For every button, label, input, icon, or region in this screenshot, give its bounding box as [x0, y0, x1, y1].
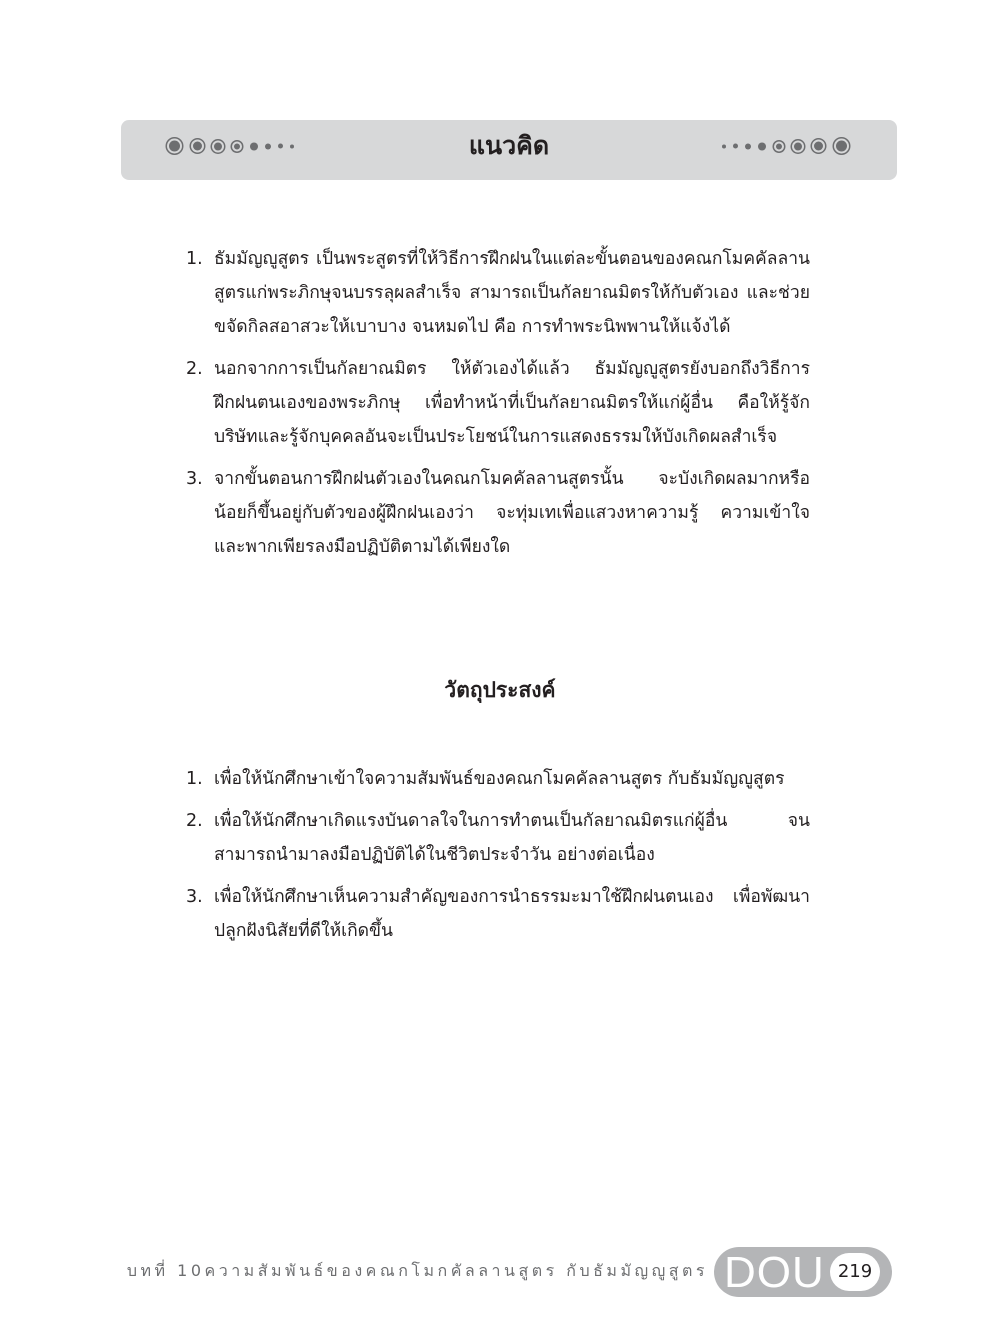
item-text: ธัมมัญญูสูตร เป็นพระสูตรที่ให้วิธีการฝึกฝนในแต่ละขั้นตอนของคณกโมคคัลลานสูตรแก่พระภิกษุจนบรรลุผลสำเร็จ สามารถเป็นกัลยาณมิตรให้กับตัวเอง และช่วยขจัดกิลสอาสวะให้เบาบาง จนหมดไป คือ การทำพระนิพพานให้แจ้งได้	[214, 249, 810, 337]
dot-icon	[792, 140, 804, 152]
item-text: จากขั้นตอนการฝึกฝนตัวเองในคณกโมคคัลลานสูตรนั้น จะบังเกิดผลมากหรือน้อยก็ขึ้นอยู่กับตัวของผู้ฝึกฝนเองว่า จะทุ่มเทเพื่อแสวงหาความรู้ ความเข้าใจ และพากเพียรลงมือปฏิบัติตามได้เพียงใด	[214, 469, 810, 557]
list-item	[186, 242, 810, 344]
list-item	[186, 804, 810, 872]
item-number: 1.	[186, 249, 203, 269]
dot-icon	[834, 139, 849, 154]
dot-icon	[745, 143, 751, 149]
item-number: 3.	[186, 887, 203, 907]
item-number: 3.	[186, 469, 203, 489]
item-number: 2.	[186, 811, 203, 831]
list-item	[186, 462, 810, 564]
page-badge	[714, 1247, 892, 1297]
item-number: 1.	[186, 769, 203, 789]
item-text: เพื่อให้นักศึกษาเกิดแรงบันดาลใจในการทำตนเป็นกัลยาณมิตรแก่ผู้อื่น จนสามารถนำมาลงมือปฏิบัติได้ในชีวิตประจำวัน อย่างต่อเนื่อง	[214, 811, 810, 865]
decorative-dots-right	[722, 139, 849, 154]
dot-icon	[758, 142, 766, 150]
dot-icon	[722, 144, 726, 148]
list-item	[186, 880, 810, 948]
page-title: แนวคิด	[468, 131, 550, 160]
list-item	[186, 762, 810, 796]
item-number: 2.	[186, 359, 203, 379]
chapter-footer: บทที่ 10ความสัมพันธ์ของคณกโมกคัลลานสูตร กับธัมมัญญูสูตร	[126, 1261, 708, 1280]
objectives-heading: วัตถุประสงค์	[444, 678, 556, 702]
dou-logo: DOU	[724, 1248, 825, 1297]
item-text: เพื่อให้นักศึกษาเข้าใจความสัมพันธ์ของคณกโมคคัลลานสูตร กับธัมมัญญูสูตร	[214, 769, 785, 789]
dot-icon	[774, 141, 784, 151]
item-text: นอกจากการเป็นกัลยาณมิตร ให้ตัวเองได้แล้ว ธัมมัญญูสูตรยังบอกถึงวิธีการฝึกฝนตนเองของพระภิกษุ เพื่อทำหน้าที่เป็นกัลยาณมิตรให้แก่ผู้อื่น คือให้รู้จักบริษัทและรู้จักบุคคลอันจะเป็นประโยชน์ในการแสดงธรรมให้บังเกิดผลสำเร็จ	[214, 359, 810, 447]
header-banner	[121, 120, 897, 180]
concepts-list	[186, 242, 810, 564]
item-text: เพื่อให้นักศึกษาเห็นความสำคัญของการนำธรรมะมาใช้ฝึกฝนตนเอง เพื่อพัฒนาปลูกฝังนิสัยที่ดีให้เกิดขึ้น	[214, 887, 810, 941]
list-item	[186, 352, 810, 454]
page-number: 219	[830, 1253, 880, 1291]
objectives-list	[186, 762, 810, 948]
dot-icon	[733, 144, 738, 149]
dot-icon	[812, 140, 825, 153]
